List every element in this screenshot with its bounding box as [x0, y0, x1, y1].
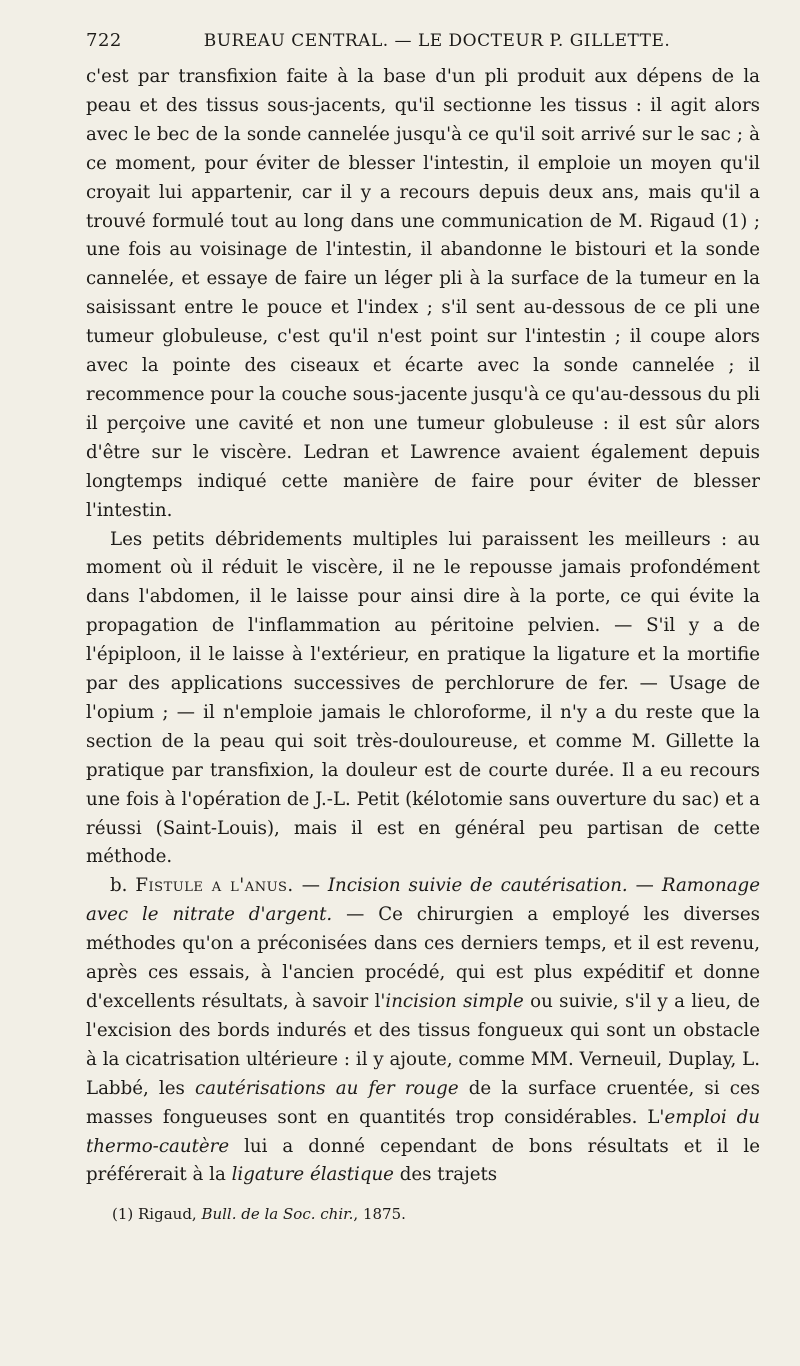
running-head [86, 30, 760, 51]
footnote-marker: (1) [112, 1205, 134, 1224]
footnote-author: Rigaud, [133, 1205, 202, 1224]
emphasis-incision-simple: incision simple [385, 991, 524, 1012]
body-text [86, 63, 760, 1190]
section-label: b. [110, 875, 128, 897]
footnote-year: , 1875. [353, 1205, 406, 1224]
subheading-incision: Incision suivie de cautérisation. [327, 875, 628, 897]
section-heading: Fistule a l'anus. [135, 875, 294, 897]
footnote [86, 1204, 760, 1224]
paragraph-3 [86, 872, 760, 1190]
running-title: BUREAU CENTRAL. — LE DOCTEUR P. GILLETTE. [203, 31, 671, 51]
emphasis-thermo-cautere: emploi du thermo-cautère [86, 1106, 760, 1157]
emphasis-ligature: ligature élastique [231, 1164, 394, 1186]
subheading-ramonage: Ramonage avec le nitrate d'argent. [86, 875, 760, 926]
emphasis-cauterisations: cautérisations au fer rouge [194, 1077, 459, 1099]
paragraph-3-text: de la surface cruentée, si ces masses fongueuses sont en quantités trop considérables. L' [86, 1077, 760, 1128]
paragraph-3-text: — Ce chirurgien a employé les diverses méthodes qu'on a préconisées dans ces derniers temps, et il est revenu, après ces essais, à l'ancien procédé, qui est plus expéditif et donne d'excellents résultats, à savoir l' [86, 904, 760, 1012]
paragraph-3-text: ou suivie, s'il y a lieu, de l'excision des bords indurés et des tissus fongueux qui sont un obstacle à la cicatrisation ultérieure : il y ajoute, comme MM. Verneuil, Duplay, L. Labbé, les [86, 991, 761, 1099]
paragraph-2: Les petits débridements multiples lui paraissent les meilleurs : au moment où il réduit le viscère, il ne le repousse jamais profondément dans l'abdomen, il le laisse pour ainsi dire à la porte, ce qui évite la propagation de l'inflammation au péritoine pelvien. — S'il y a de l'épiploon, il le laisse à l'extérieur, en pratique la ligature et la mortifie par des applications successives de perchlorure de fer. — Usage de l'opium ; — il n'emploie jamais le chloroforme, il n'y a du reste que la section de la peau qui soit très-douloureuse, et comme M. Gillette la pratique par transfixion, la douleur est de courte durée. Il a eu recours une fois à l'opération de J.-L. Petit (kélotomie sans ouverture du sac) et a réussi (Saint-Louis), mais il est en général peu partisan de cette méthode. [86, 528, 760, 868]
page-number: 722 [86, 30, 122, 51]
dash-separator: — [627, 875, 662, 897]
paragraph-3-text: lui a donné cependant de bons résultats et il le préférerait à la [86, 1135, 760, 1186]
dash-separator: — [293, 875, 328, 897]
footnote-journal: Bull. de la Soc. chir. [201, 1205, 354, 1224]
paragraph-3-text: des trajets [393, 1164, 498, 1186]
paragraph-1: c'est par transfixion faite à la base d'un pli produit aux dépens de la peau et des tissus sous-jacents, qu'il sectionne les tissus : il agit alors avec le bec de la sonde cannelée jusqu'à ce qu'il soit arrivé sur le sac ; à ce moment, pour éviter de blesser l'intestin, il emploie un moyen qu'il croyait lui appartenir, car il y a recours depuis deux ans, mais qu'il a trouvé formulé tout au long dans une communication de M. Rigaud (1) ; une fois au voisinage de l'intestin, il abandonne le bistouri et la sonde cannelée, et essaye de faire un léger pli à la surface de la tumeur en la saisissant entre le pouce et l'index ; s'il sent au-dessous de ce pli une tumeur globuleuse, c'est qu'il n'est point sur l'intestin ; il coupe alors avec la pointe des ciseaux et écarte avec la sonde cannelée ; il recommence pour la couche sous-jacente jusqu'à ce qu'au-dessous du pli il perçoive une cavité et non une tumeur globuleuse : il est sûr alors d'être sur le viscère. Ledran et Lawrence avaient également depuis longtemps indiqué cette manière de faire pour éviter de blesser l'intestin. [86, 66, 761, 521]
